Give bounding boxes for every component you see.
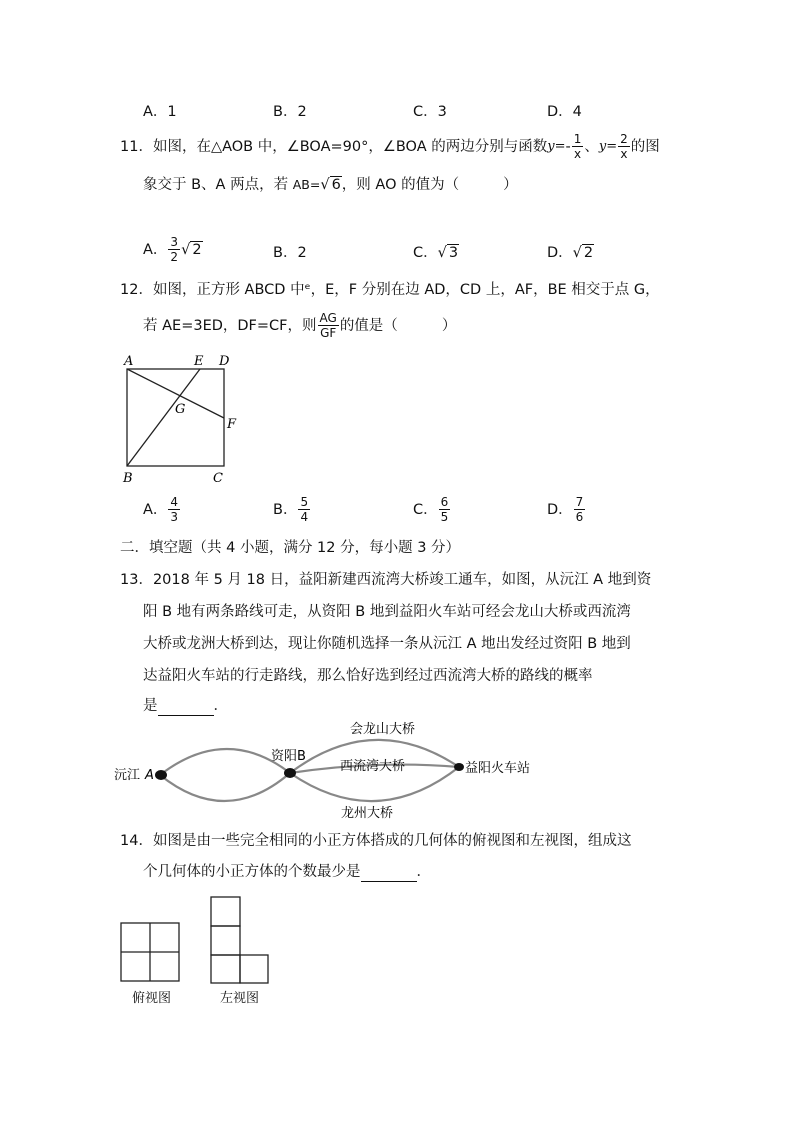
q11-line1 xyxy=(120,133,660,160)
label-bridge-top: 会龙山大桥 xyxy=(350,722,416,737)
q14-left-view-caption: 左视图 xyxy=(220,991,260,1006)
q11-opt-a-label: A． xyxy=(143,241,168,258)
q12-option-a xyxy=(143,496,181,523)
label-b: B xyxy=(123,471,133,486)
node-b xyxy=(284,768,296,778)
label-bridge-bot: 龙州大桥 xyxy=(341,806,394,821)
label-station: 益阳火车站 xyxy=(465,761,531,776)
q12-text: 若 AE=3ED，DF=CF，则 xyxy=(143,317,317,334)
q11-sep: 、 xyxy=(584,138,599,155)
node-station xyxy=(454,763,464,771)
q12-opt-a-num: 4 xyxy=(170,495,179,509)
label-a-letter: A xyxy=(145,768,154,783)
q12-opt-b-num: 5 xyxy=(300,495,309,509)
q12-opt-a-label: A． xyxy=(143,501,168,518)
q13-route-map xyxy=(114,716,534,824)
q12-line2 xyxy=(143,312,456,339)
label-yuanjiang: 沅江 xyxy=(114,768,141,783)
label-bridge-mid: 西流湾大桥 xyxy=(340,759,406,774)
q11-text3: ，则 AO 的值为（ xyxy=(341,177,460,193)
q11-opt-c-rad: 3 xyxy=(448,245,459,261)
label-d: D xyxy=(219,354,230,369)
q12-opt-b-den: 4 xyxy=(300,510,309,524)
q11-ab-eq: AB= xyxy=(292,177,321,192)
q12-ratio-num: AG xyxy=(319,311,337,325)
label-e: E xyxy=(194,354,204,369)
q14-line1: 14．如图是由一些完全相同的小正方体搭成的几何体的俯视图和左视图，组成这 xyxy=(120,833,632,849)
q12-option-c xyxy=(413,496,451,523)
q11-opt-c-label: C． xyxy=(413,245,438,261)
q11-func1-fraction xyxy=(572,133,584,160)
q11-option-b: B．2 xyxy=(273,245,307,261)
q11-opt-c-sqrt: √ 3 xyxy=(437,245,459,261)
q12-option-b xyxy=(273,496,311,523)
label-g: G xyxy=(175,402,186,417)
q11-opt-d-sqrt: √ 2 xyxy=(572,245,594,261)
q13-answer-blank[interactable] xyxy=(158,699,214,716)
q11-text2: 象交于 B、A 两点，若 xyxy=(143,177,293,193)
q12-opt-a-den: 3 xyxy=(170,510,179,524)
q13-last: 是 xyxy=(143,698,158,714)
q10-option-b: B．2 xyxy=(273,104,307,120)
q12-opt-c-den: 5 xyxy=(440,510,449,524)
q11-paren-close: ） xyxy=(503,177,518,193)
q11-opt-a-num: 3 xyxy=(170,235,179,249)
q10-option-c: C．3 xyxy=(413,104,447,120)
q10-option-a: A．1 xyxy=(143,104,177,120)
q11-func1-den: x xyxy=(573,147,582,161)
q12-ratio-fraction xyxy=(318,312,339,339)
q11-func1-lhs: y= xyxy=(547,138,566,154)
q12-line1: 12．如图，正方形 ABCD 中ᵉ，E，F 分别在边 AD，CD 上，AF，BE 相交于点 G， xyxy=(120,282,660,298)
q13-line3: 大桥或龙洲大桥到达，现让你随机选择一条从沅江 A 地出发经过资阳 B 地到 xyxy=(143,636,631,652)
label-a: A xyxy=(124,354,134,369)
q14-end: ． xyxy=(416,864,431,880)
q12-text2: 的值是（ xyxy=(339,317,398,334)
q13-line5 xyxy=(143,696,228,716)
q13-end: ． xyxy=(213,698,228,714)
square-abcd xyxy=(127,369,224,466)
q11-option-d xyxy=(547,243,594,263)
q11-func1-num: 1 xyxy=(573,132,582,146)
q13-line2: 阳 B 地有两条路线可走，从资阳 B 地到益阳火车站可经会龙山大桥或西流湾 xyxy=(143,604,631,620)
q13-line4: 达益阳火车站的行走路线，那么恰好选到经过西流湾大桥的路线的概率 xyxy=(143,668,593,684)
q14-top-view-caption: 俯视图 xyxy=(132,991,172,1006)
q12-ratio-den: GF xyxy=(320,326,337,340)
q12-opt-d-label: D． xyxy=(547,501,573,518)
q11-opt-a-rad: 2 xyxy=(192,241,202,258)
q12-square-figure xyxy=(118,350,248,490)
label-f: F xyxy=(227,417,237,432)
q12-opt-b-label: B． xyxy=(273,501,298,518)
q12-option-d xyxy=(547,496,586,523)
q11-text: 11．如图，在△AOB 中，∠BOA=90°，∠BOA 的两边分别与函数 xyxy=(120,138,548,155)
q14-left-view xyxy=(208,894,272,986)
q11-func2-fraction xyxy=(618,133,630,160)
q13-line1: 13．2018 年 5 月 18 日，益阳新建西流湾大桥竣工通车，如图，从沅江 A 地到资 xyxy=(120,572,652,588)
q11-func1-sign: - xyxy=(565,138,571,155)
q11-opt-a-den: 2 xyxy=(170,250,179,264)
q14-answer-blank[interactable] xyxy=(361,865,417,882)
q12-opt-c-label: C． xyxy=(413,501,438,518)
q11-opt-d-label: D． xyxy=(547,245,573,261)
q14-text: 个几何体的小正方体的个数最少是 xyxy=(143,864,361,880)
q11-text-end: 的图 xyxy=(630,138,660,155)
q12-opt-c-num: 6 xyxy=(440,495,449,509)
q11-func2-lhs: y= xyxy=(598,138,618,154)
q11-ab-rad: 6 xyxy=(331,177,341,193)
q12-opt-d-num: 7 xyxy=(575,495,584,509)
q12-opt-a-fraction xyxy=(168,496,180,523)
segment-be xyxy=(127,369,200,466)
q14-top-view xyxy=(118,920,182,984)
q11-ab-sqrt: √ 6 xyxy=(320,177,341,193)
q11-option-c xyxy=(413,243,459,263)
label-ziyang: 资阳B xyxy=(271,749,306,764)
q12-opt-c-fraction xyxy=(439,496,451,523)
q14-line2 xyxy=(143,862,431,882)
q11-opt-d-rad: 2 xyxy=(583,245,594,261)
q12-opt-d-den: 6 xyxy=(575,510,584,524)
section-heading: 二．填空题（共 4 小题，满分 12 分，每小题 3 分） xyxy=(120,540,461,556)
q11-option-a xyxy=(143,236,203,263)
label-c: C xyxy=(213,471,223,486)
q11-line2 xyxy=(143,175,518,195)
q11-func2-den: x xyxy=(620,147,628,161)
q12-paren-close: ） xyxy=(441,317,457,334)
q11-func2-num: 2 xyxy=(620,132,628,146)
q11-opt-a-fraction xyxy=(168,236,180,263)
q12-opt-b-fraction xyxy=(298,496,310,523)
q11-opt-a-sqrt: √ 2 xyxy=(181,241,202,258)
route-a-b-lower xyxy=(160,773,290,801)
node-a xyxy=(155,770,167,780)
q12-opt-d-fraction xyxy=(574,496,586,523)
q10-option-d: D．4 xyxy=(547,104,582,120)
